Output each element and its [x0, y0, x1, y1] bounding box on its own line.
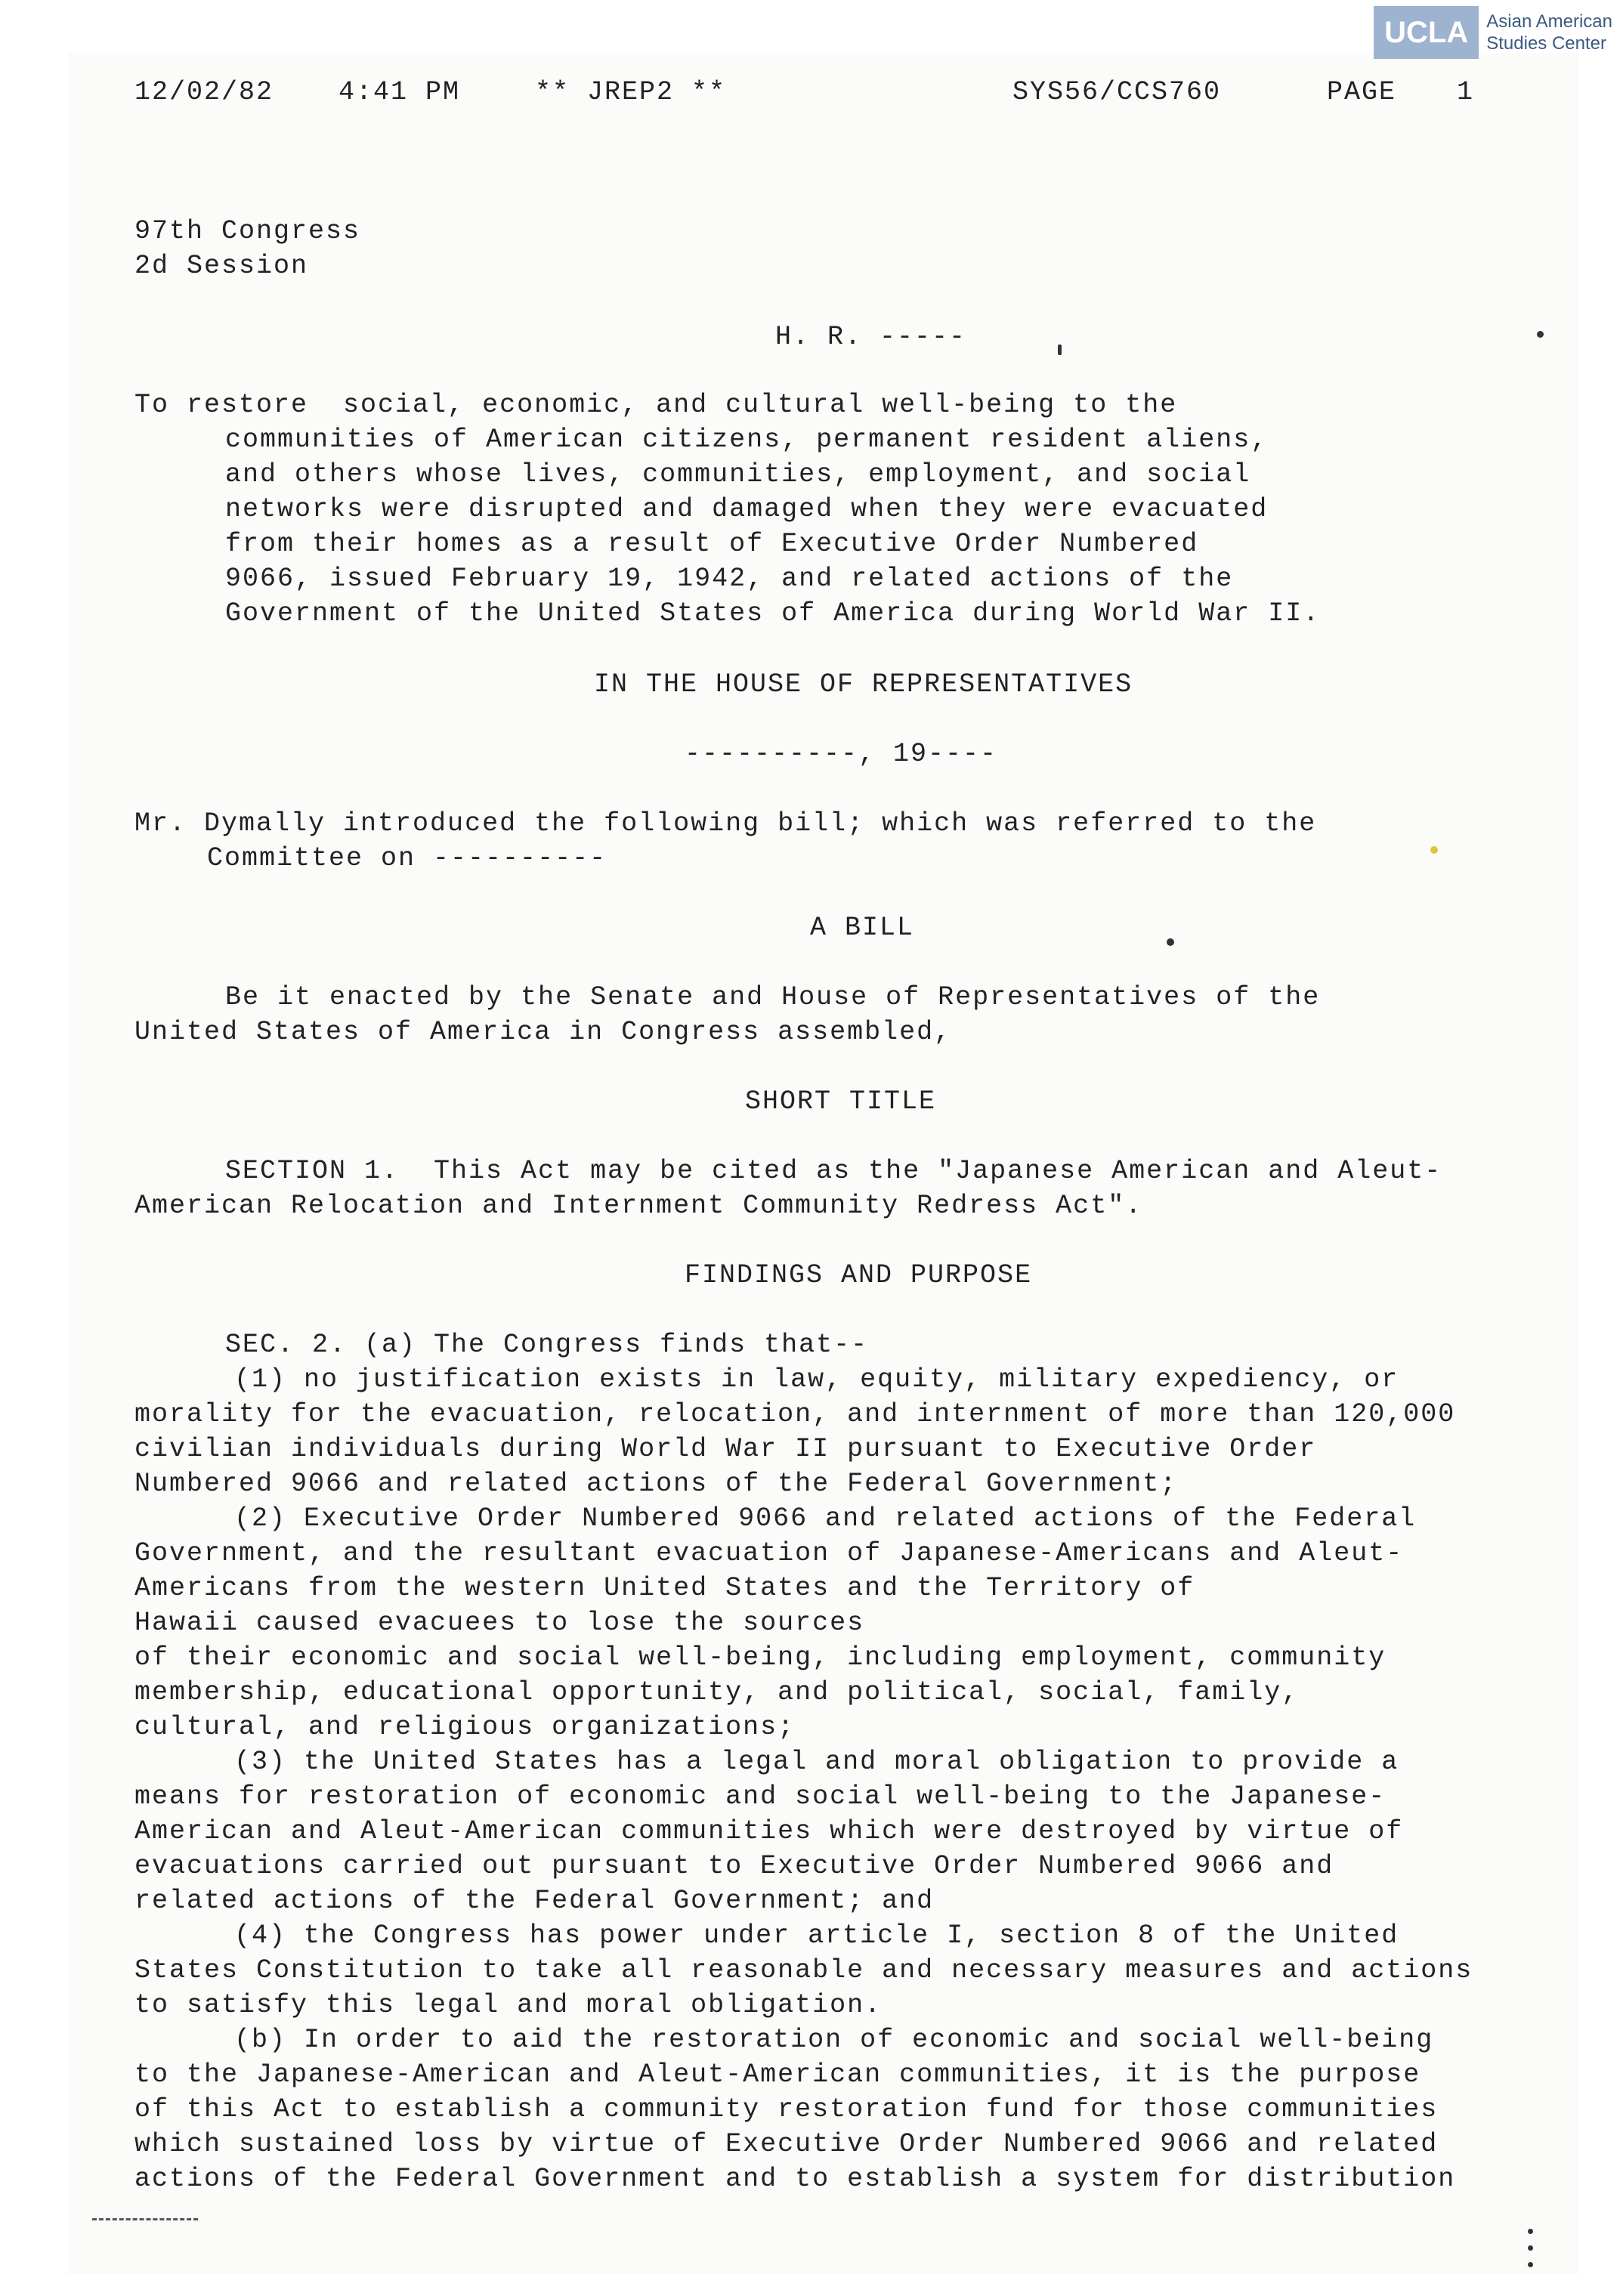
- findings-line: (b) In order to aid the restoration of economic and social well-being: [234, 2025, 1434, 2055]
- header-page-label: PAGE: [1327, 77, 1397, 107]
- introduction-line: Committee on ----------: [207, 843, 607, 873]
- scan-speck: [1058, 345, 1062, 355]
- header-time: 4:41 PM: [339, 77, 461, 107]
- findings-line: of this Act to establish a community restoration fund for those communities: [134, 2094, 1439, 2124]
- ucla-logo: [1374, 6, 1479, 59]
- ucla-aasc-badge: [1374, 6, 1612, 59]
- bill-heading: A BILL: [810, 913, 915, 943]
- scan-speck: [1528, 2262, 1533, 2267]
- scan-speck: [1528, 2229, 1533, 2234]
- findings-line: means for restoration of economic and social well-being to the Japanese-: [134, 1781, 1387, 1812]
- findings-line: Government, and the resultant evacuation of Japanese-Americans and Aleut-: [134, 1538, 1404, 1568]
- findings-line: Numbered 9066 and related actions of the Federal Government;: [134, 1469, 1178, 1499]
- scan-speck: [1528, 2245, 1533, 2251]
- enacting-line: Be it enacted by the Senate and House of Representatives of the: [225, 982, 1321, 1012]
- house-heading: IN THE HOUSE OF REPRESENTATIVES: [594, 669, 1133, 700]
- findings-line: membership, educational opportunity, and political, social, family,: [134, 1677, 1300, 1707]
- findings-line: evacuations carried out pursuant to Executive Order Numbered 9066 and: [134, 1851, 1334, 1881]
- introduction-line: Mr. Dymally introduced the following bill; which was referred to the: [134, 808, 1317, 839]
- scan-speck: [1537, 331, 1544, 338]
- enacting-line: United States of America in Congress assembled,: [134, 1017, 952, 1047]
- title-line: 9066, issued February 19, 1942, and related actions of the: [225, 564, 1234, 594]
- findings-line: to satisfy this legal and moral obligation.: [134, 1990, 883, 2020]
- title-line: from their homes as a result of Executive Order Numbered: [225, 529, 1199, 559]
- findings-line: (1) no justification exists in law, equity, military expediency, or: [234, 1364, 1399, 1395]
- title-line: To restore social, economic, and cultural well-being to the: [134, 390, 1178, 420]
- footer-dash-mark: [92, 2218, 198, 2220]
- findings-line: civilian individuals during World War II pursuant to Executive Order: [134, 1434, 1317, 1464]
- short-title-heading: SHORT TITLE: [745, 1086, 937, 1117]
- findings-line: Americans from the western United States and the Territory of: [134, 1573, 1195, 1603]
- findings-line: related actions of the Federal Government; and: [134, 1886, 935, 1916]
- session-label: 2d Session: [134, 251, 309, 281]
- header-system: SYS56/CCS760: [1012, 77, 1222, 107]
- title-line: Government of the United States of America during World War II.: [225, 598, 1321, 629]
- scan-speck: [1167, 938, 1174, 946]
- findings-line: (4) the Congress has power under article I, section 8 of the United: [234, 1921, 1399, 1951]
- findings-line: American and Aleut-American communities which were destroyed by virtue of: [134, 1816, 1404, 1846]
- findings-line: (2) Executive Order Numbered 9066 and related actions of the Federal: [234, 1503, 1417, 1534]
- findings-line: which sustained loss by virtue of Executive Order Numbered 9066 and related: [134, 2129, 1439, 2159]
- badge-caption: [1486, 11, 1612, 54]
- short-title-line: SECTION 1. This Act may be cited as the "Japanese American and Aleut-: [225, 1156, 1442, 1186]
- header-job: ** JREP2 **: [535, 77, 727, 107]
- findings-line: SEC. 2. (a) The Congress finds that--: [225, 1330, 869, 1360]
- title-line: communities of American citizens, permanent resident aliens,: [225, 425, 1269, 455]
- findings-line: States Constitution to take all reasonable and necessary measures and actions: [134, 1955, 1473, 1985]
- badge-caption-line2: Studies Center: [1486, 33, 1607, 54]
- findings-line: Hawaii caused evacuees to lose the sources: [134, 1608, 865, 1638]
- findings-line: morality for the evacuation, relocation, and internment of more than 120,000: [134, 1399, 1456, 1429]
- header-date: 12/02/82: [134, 77, 274, 107]
- findings-line: of their economic and social well-being, including employment, community: [134, 1642, 1387, 1673]
- title-line: and others whose lives, communities, employment, and social: [225, 459, 1251, 490]
- title-line: networks were disrupted and damaged when they were evacuated: [225, 494, 1269, 524]
- findings-line: actions of the Federal Government and to establish a system for distribution: [134, 2164, 1456, 2194]
- findings-line: to the Japanese-American and Aleut-American communities, it is the purpose: [134, 2060, 1421, 2090]
- short-title-line: American Relocation and Internment Community Redress Act".: [134, 1191, 1143, 1221]
- findings-line: (3) the United States has a legal and moral obligation to provide a: [234, 1747, 1399, 1777]
- scan-speck: [1430, 846, 1438, 854]
- date-line: ----------, 19----: [685, 739, 998, 769]
- bill-number: H. R. -----: [775, 322, 967, 352]
- findings-line: cultural, and religious organizations;: [134, 1712, 796, 1742]
- badge-caption-line1: Asian American: [1486, 11, 1612, 32]
- header-page-number: 1: [1457, 77, 1475, 107]
- ucla-logo-text: UCLA: [1384, 15, 1469, 49]
- findings-heading: FINDINGS AND PURPOSE: [685, 1260, 1033, 1290]
- congress-label: 97th Congress: [134, 216, 361, 246]
